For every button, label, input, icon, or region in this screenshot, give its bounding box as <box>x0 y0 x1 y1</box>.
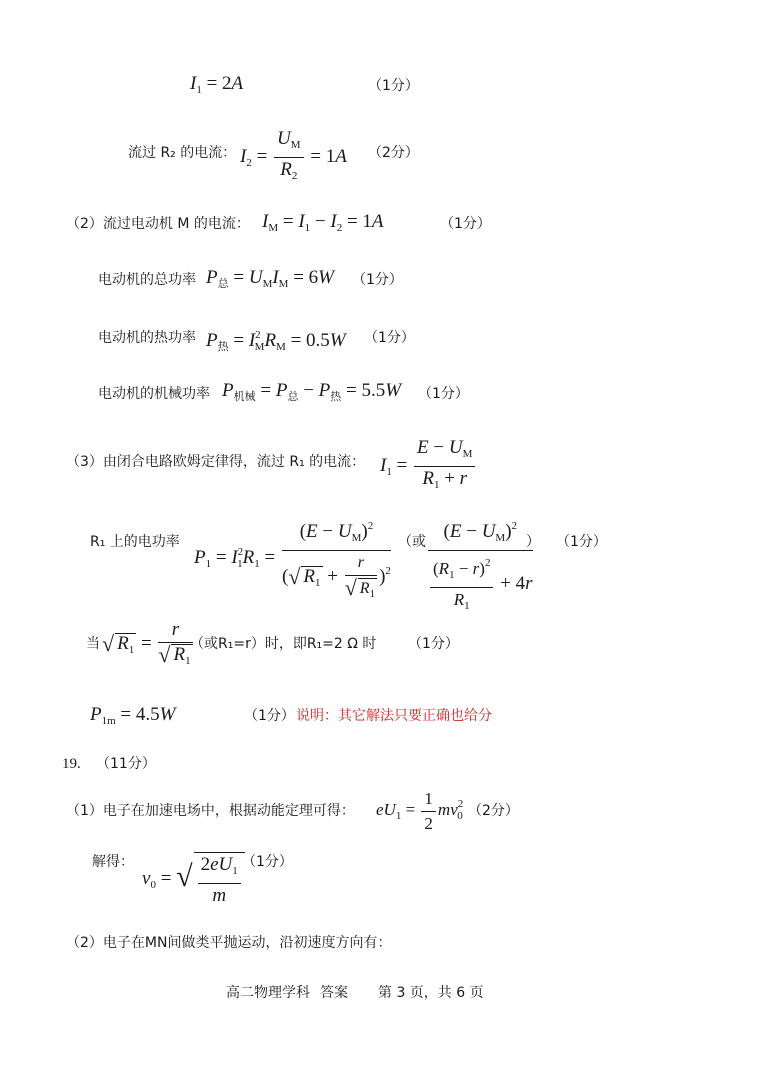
when-label: 当 <box>86 636 100 652</box>
score-9: （1分） <box>408 636 459 652</box>
score-5: （1分） <box>364 330 415 346</box>
energy-theorem-label: （1）电子在加速电场中，根据动能定理可得： <box>66 803 355 819</box>
ohm-law-label: （3）由闭合电路欧姆定律得，流过 R₁ 的电流： <box>66 454 366 470</box>
eq-p-mech: $P_{机械} = P_总 - P_热 = 5.5W$ <box>222 380 402 403</box>
mech-power-label: 电动机的机械功率 <box>98 386 210 402</box>
grading-note: 说明：其它解法只要正确也给分 <box>296 708 492 724</box>
eq-p-total: $P_总 = U_MI_M = 6W$ <box>206 267 334 290</box>
footer-subject: 高二物理学科 <box>226 985 310 1001</box>
projectile-label: （2）电子在MN间做类平抛运动，沿初速度方向有： <box>66 935 392 951</box>
score-4: （1分） <box>352 272 403 288</box>
heat-power-label: 电动机的热功率 <box>98 330 196 346</box>
eq-p-heat: $P_热 = I^2_MR_M = 0.5W$ <box>206 329 346 353</box>
score-2: （2分） <box>368 145 419 161</box>
score-12: （2分） <box>468 803 519 819</box>
score-13: （1分） <box>242 854 293 870</box>
alt-prefix: （或 <box>398 534 426 550</box>
r1-power-label: R₁ 上的电功率 <box>90 534 180 550</box>
footer-page: 第 3 页，共 6 页 <box>378 985 484 1001</box>
eq-im: $I_M = I_1 - I_2 = 1A$ <box>262 211 384 234</box>
condition-text: （或R₁=r）时，即R₁=2 Ω 时 <box>190 636 377 652</box>
footer-type: 答案 <box>320 985 348 1001</box>
eq-p1: $P_1 = I^2_1R_1$ = $(E - U_M)^2$ (√ $R_1$ + $\frac{r}{√ R_1}$ )$^2$ <box>194 514 393 604</box>
eq-i1: $I_1 = 2A$ <box>190 73 244 96</box>
question-number: 19. <box>62 756 81 772</box>
score-8: （1分） <box>556 534 607 550</box>
eq-p1-alt: $(E - U_M)^2$ $\frac{(R_1 - r)^2}{R_1}$ + 4r <box>426 514 535 618</box>
score-6: （1分） <box>418 386 469 402</box>
eq-i2: $I_2$ = $\frac{U_M}{R_2}$ = 1A <box>240 128 347 182</box>
eq-v0: $v_0$ = √ $\frac{2eU_1}{m}$ <box>142 852 245 908</box>
eq-p1m: $P_{1m} = 4.5W$ <box>90 704 176 727</box>
eq-condition: √ $R_1$ = $\frac{r}{√ R_1}$ <box>102 618 195 671</box>
solve-label: 解得： <box>92 854 134 870</box>
score-10: （1分） <box>244 708 295 724</box>
r2-current-label: 流过 R₂ 的电流： <box>128 145 237 161</box>
alt-suffix: ） <box>526 534 540 550</box>
score-1: （1分） <box>368 78 419 94</box>
eq-energy: $eU_1$ = $\frac{1}{2}$ $mv^2_0$ <box>376 789 464 833</box>
total-power-label: 电动机的总功率 <box>98 272 196 288</box>
question-score: （11分） <box>96 756 156 772</box>
score-3: （1分） <box>440 216 491 232</box>
motor-current-label: （2）流过电动机 M 的电流： <box>66 216 250 232</box>
eq-i1-ohm: $I_1$ = $\frac{E - U_M}{R_1 + r}$ <box>380 436 477 497</box>
